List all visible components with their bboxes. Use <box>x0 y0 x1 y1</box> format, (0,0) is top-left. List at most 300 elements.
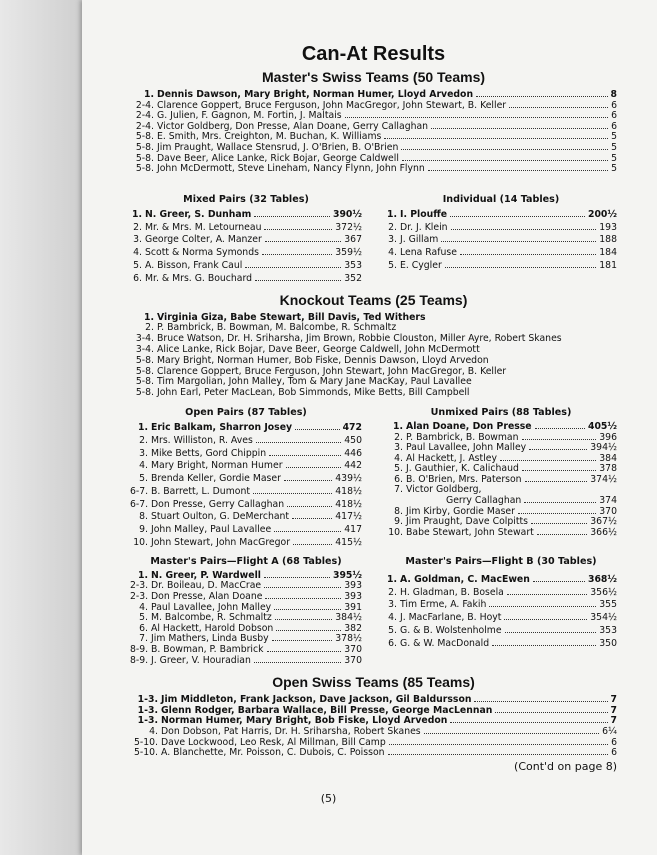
result-place: 8. <box>139 511 148 523</box>
section-heading-open-pairs: Open Pairs (87 Tables) <box>185 406 307 418</box>
result-names: Mike Betts, Gord Chippin <box>151 447 267 459</box>
result-names: Mary Bright, Norman Humer, Bob Fiske, Dennis Dawson, Lloyd Arvedon <box>157 354 489 366</box>
dot-leader <box>401 149 608 150</box>
result-score: 193 <box>599 221 617 233</box>
result-names: Don Dobson, Pat Harris, Dr. H. Sriharsha, Robert Skanes <box>161 726 421 737</box>
result-place: 5-8. <box>135 354 154 366</box>
result-names: Clarence Goppert, Bruce Ferguson, John Stewart, John MacGregor, B. Keller <box>157 365 507 377</box>
result-score: 417 <box>344 524 362 536</box>
result-score: 418½ <box>335 498 362 510</box>
result-names: G. & B. Wolstenholme <box>400 625 502 637</box>
result-names: J. MacFarlane, B. Hoyt <box>400 612 502 624</box>
result-place: 3-4. <box>135 343 154 355</box>
result-names: Paul Lavallee, John Malley <box>406 442 527 454</box>
result-score: 6¼ <box>602 726 617 737</box>
result-score: 472 <box>342 421 362 433</box>
result-names: Eric Balkam, Sharron Josey <box>151 421 293 433</box>
section-heading-knockout: Knockout Teams (25 Teams) <box>279 291 468 308</box>
result-names: J. Gillam <box>400 234 439 246</box>
result-place: 1. <box>137 569 148 581</box>
result-place: 9. <box>394 516 403 528</box>
dot-leader <box>293 544 332 545</box>
dot-leader <box>254 216 330 217</box>
result-names: John McDermott, Steve Lineham, Nancy Flynn, John Flynn <box>157 163 425 175</box>
result-place: 2. <box>133 221 142 233</box>
dot-leader <box>451 229 597 230</box>
result-score: 184 <box>599 247 617 259</box>
result-row <box>130 486 362 499</box>
result-score: 396 <box>599 431 617 443</box>
result-row <box>385 574 617 587</box>
result-row <box>385 234 617 247</box>
result-row <box>130 748 617 759</box>
result-names: Norman Humer, Mary Bright, Bob Fiske, Lloyd Arvedon <box>161 715 448 727</box>
result-names: Jim Kirby, Gordie Maser <box>406 505 515 517</box>
result-names: H. Gladman, B. Bosela <box>400 586 504 598</box>
result-row <box>130 388 617 399</box>
dot-leader <box>265 598 341 599</box>
result-score: 394½ <box>590 442 617 454</box>
result-place: 2-3. <box>130 591 149 603</box>
result-names: Scott & Norma Symonds <box>145 247 259 259</box>
section-heading-unmixed-pairs: Unmixed Pairs (88 Tables) <box>430 406 572 418</box>
result-score: 367 <box>344 234 362 246</box>
result-place: 2-4. <box>135 120 154 132</box>
dot-leader <box>533 581 585 582</box>
result-place: 6-7. <box>130 498 149 510</box>
result-names: N. Greer, S. Dunham <box>145 208 252 220</box>
result-names: Jim Middleton, Frank Jackson, Dave Jackson, Gil Baldursson <box>161 694 472 706</box>
result-place: 1. <box>386 208 397 220</box>
result-place: 4. <box>133 247 142 259</box>
individual-list <box>385 209 617 273</box>
dot-leader <box>265 241 341 242</box>
dot-leader <box>507 594 587 595</box>
result-names: Alan Doane, Don Presse <box>406 420 532 432</box>
dot-leader <box>537 534 587 535</box>
result-names: J. Gauthier, K. Calichaud <box>406 463 519 475</box>
result-place: 6. <box>388 637 397 649</box>
result-names: Lena Rafuse <box>400 247 457 259</box>
section-heading-open-swiss: Open Swiss Teams (85 Teams) <box>272 674 475 691</box>
dot-leader <box>264 577 330 578</box>
dot-leader <box>245 267 341 268</box>
result-row <box>130 260 362 273</box>
result-score: 7 <box>610 694 617 706</box>
result-row <box>130 222 362 235</box>
result-score: 359½ <box>335 247 362 259</box>
result-names: G. & W. MacDonald <box>400 637 490 649</box>
dot-leader <box>255 280 341 281</box>
result-names: N. Greer, P. Wardwell <box>151 569 261 581</box>
result-score: 350 <box>599 637 617 649</box>
result-score: 439½ <box>335 473 362 485</box>
dot-leader <box>274 531 341 532</box>
result-place: 4. <box>139 460 148 472</box>
result-score: 382 <box>344 622 362 634</box>
result-place: 5. <box>394 463 403 475</box>
result-row <box>130 247 362 260</box>
result-row <box>130 209 362 222</box>
result-row <box>130 524 362 537</box>
result-names: Mrs. Williston, R. Aves <box>151 434 253 446</box>
result-names: Glenn Rodger, Barbara Wallace, Bill Presse, George MacLennan <box>161 704 493 716</box>
result-score: 446 <box>344 447 362 459</box>
result-place: 1. <box>137 421 148 433</box>
flight-columns <box>130 556 617 666</box>
result-place: 9. <box>139 524 148 536</box>
page-number: (5) <box>320 792 337 805</box>
result-place: 1. <box>143 89 154 100</box>
result-score: 200½ <box>587 208 617 220</box>
result-score: 353 <box>599 625 617 637</box>
result-names: Brenda Keller, Gordie Maser <box>151 473 281 485</box>
result-row <box>385 260 617 273</box>
result-names: G. Julien, F. Gagnon, M. Fortin, J. Maltais <box>157 110 342 122</box>
result-names: Don Presse, Gerry Callaghan <box>151 498 285 510</box>
result-row <box>385 247 617 260</box>
mixed-individual-columns <box>130 180 617 286</box>
result-names: Virginia Giza, Babe Stewart, Bill Davis, Ted Withers <box>157 311 426 323</box>
result-names: John Stewart, John MacGregor <box>151 537 291 549</box>
result-score: 374 <box>599 495 617 507</box>
result-score: 378 <box>599 463 617 475</box>
dot-leader <box>264 587 341 588</box>
result-place: 7. <box>139 633 148 645</box>
section-heading-mixed-pairs: Mixed Pairs (32 Tables) <box>183 193 309 205</box>
result-row <box>385 638 617 651</box>
result-row <box>130 499 362 512</box>
result-place: 1-3. <box>137 715 158 727</box>
dot-leader <box>431 128 608 129</box>
result-names: Stuart Oulton, G. DeMerchant <box>151 511 290 523</box>
result-place: 4. <box>394 452 403 464</box>
result-names: Dave Beer, Alice Lanke, Rick Bojar, George Caldwell <box>157 152 399 164</box>
result-place: 8-9. <box>130 644 149 656</box>
result-place: 3. <box>139 447 148 459</box>
result-place: 1. <box>143 311 154 323</box>
result-names: Alice Lanke, Rick Bojar, Dave Beer, George Caldwell, John McDermott <box>157 343 480 355</box>
result-names: Victor Goldberg, Don Presse, Alan Doane, Gerry Callaghan <box>157 120 429 132</box>
result-place: 4. <box>139 601 148 613</box>
result-place: 2. <box>145 322 154 334</box>
result-score: 6 <box>611 120 617 132</box>
result-names: John Earl, Peter MacLean, Bob Simmonds, Mike Betts, Bill Campbell <box>157 387 470 399</box>
result-names: Dennis Dawson, Mary Bright, Norman Humer, Lloyd Arvedon <box>157 89 474 100</box>
result-row <box>385 587 617 600</box>
dot-leader <box>295 429 340 430</box>
result-row <box>130 656 362 667</box>
result-score: 390½ <box>332 208 362 220</box>
result-place: 1. <box>131 208 142 220</box>
dot-leader <box>495 712 607 713</box>
flight-a-list <box>130 571 362 666</box>
dot-leader <box>489 606 596 607</box>
result-score: 5 <box>611 152 617 164</box>
result-names: B. O'Brien, Mrs. Paterson <box>406 473 522 485</box>
result-row <box>130 435 362 448</box>
dot-leader <box>531 523 587 524</box>
result-row <box>385 599 617 612</box>
result-names: John Malley, Paul Lavallee <box>151 524 272 536</box>
result-row <box>130 90 617 101</box>
section-heading-individual: Individual (14 Tables) <box>442 193 560 205</box>
result-place: 4. <box>388 612 397 624</box>
result-names: B. Barrett, L. Dumont <box>151 485 250 497</box>
knockout-list <box>130 313 617 399</box>
dot-leader <box>254 662 341 663</box>
result-score: 188 <box>599 234 617 246</box>
dot-leader <box>256 442 341 443</box>
result-names: E. Cygler <box>400 259 442 271</box>
result-names: Jim Praught, Wallace Stensrud, J. O'Brien, B. O'Brien <box>157 141 399 153</box>
dot-leader <box>476 96 607 97</box>
result-names: A. Bisson, Frank Caul <box>145 259 243 271</box>
result-row <box>130 727 617 738</box>
dot-leader <box>525 481 588 482</box>
result-score: 418½ <box>335 485 362 497</box>
result-names: Mr. & Mrs. G. Bouchard <box>145 272 253 284</box>
dot-leader <box>389 744 608 745</box>
result-score: 393 <box>344 580 362 592</box>
result-names: George Colter, A. Manzer <box>145 234 262 246</box>
result-names: Victor Goldberg, <box>406 484 482 496</box>
dot-leader <box>272 640 333 641</box>
result-row <box>130 234 362 247</box>
dot-leader <box>264 229 332 230</box>
result-score: 370 <box>599 505 617 517</box>
result-score: 7 <box>610 715 617 727</box>
dot-leader <box>267 651 342 652</box>
result-score: 8 <box>610 89 617 100</box>
result-names: Clarence Goppert, Bruce Ferguson, John MacGregor, John Stewart, B. Keller <box>157 99 507 111</box>
dot-leader <box>428 170 608 171</box>
result-score: 354½ <box>590 612 617 624</box>
result-place: 5. <box>133 259 142 271</box>
section-heading-flight-a: Master's Pairs—Flight A (68 Tables) <box>150 555 342 567</box>
result-place: 5. <box>388 625 397 637</box>
result-place: 4. <box>388 247 397 259</box>
result-names: I. Plouffe <box>400 208 448 220</box>
result-row <box>385 625 617 638</box>
result-score: 393 <box>344 591 362 603</box>
dot-leader <box>388 754 609 755</box>
result-place: 4. <box>149 726 158 737</box>
result-place: 3. <box>133 234 142 246</box>
result-row <box>130 422 362 435</box>
result-names: Jim Mathers, Linda Busby <box>151 633 269 645</box>
result-row <box>130 164 617 175</box>
result-place: 5-8. <box>135 376 154 388</box>
result-score: 374½ <box>590 473 617 485</box>
result-place: 5-8. <box>135 387 154 399</box>
result-names: Al Hackett, Harold Dobson <box>151 622 274 634</box>
result-score: 372½ <box>335 221 362 233</box>
dot-leader <box>518 513 596 514</box>
result-row <box>385 422 617 433</box>
result-place: 5-8. <box>135 365 154 377</box>
result-names: E. Smith, Mrs. Creighton, M. Buchan, K. Williams <box>157 131 382 143</box>
result-score: 5 <box>611 141 617 153</box>
dot-leader <box>450 216 585 217</box>
result-place: 3. <box>394 442 403 454</box>
result-place: 7. <box>394 484 403 496</box>
open-unmixed-columns <box>130 407 617 550</box>
result-place: 5-10. <box>133 747 158 759</box>
result-score: 450 <box>344 434 362 446</box>
result-place: 2-3. <box>130 580 149 592</box>
dot-leader <box>529 449 587 450</box>
result-row <box>130 143 617 154</box>
result-place: 5. <box>139 612 148 624</box>
result-place: 8. <box>394 505 403 517</box>
result-place: 3-4. <box>135 333 154 345</box>
result-score: 366½ <box>590 526 617 538</box>
flight-b-list <box>385 571 617 651</box>
dot-leader <box>522 470 596 471</box>
dot-leader <box>524 502 596 503</box>
result-names: Al Hackett, J. Astley <box>406 452 497 464</box>
result-place: 6-7. <box>130 485 149 497</box>
result-row <box>385 528 617 539</box>
result-place: 5-8. <box>135 163 154 175</box>
dot-leader <box>441 241 596 242</box>
result-place: 2. <box>139 434 148 446</box>
dot-leader <box>384 138 608 139</box>
result-score: 391 <box>344 601 362 613</box>
result-place: 1. <box>386 573 397 585</box>
result-names: Dr. Boileau, D. MacCrae <box>151 580 262 592</box>
dot-leader <box>450 722 607 723</box>
result-score: 6 <box>611 110 617 122</box>
result-score: 384½ <box>335 612 362 624</box>
result-place: 10. <box>388 526 403 538</box>
dot-leader <box>253 493 332 494</box>
result-names: Tim Erme, A. Fakih <box>400 599 487 611</box>
result-place: 2. <box>388 221 397 233</box>
result-names: P. Bambrick, B. Bowman, M. Balcombe, R. Schmaltz <box>157 322 397 334</box>
section-heading-masters-swiss: Master's Swiss Teams (50 Teams) <box>261 69 486 85</box>
page-gutter <box>0 0 82 855</box>
dot-leader <box>402 160 608 161</box>
result-row <box>130 537 362 550</box>
mixed-pairs-list <box>130 209 362 286</box>
result-row <box>130 460 362 473</box>
dot-leader <box>262 254 332 255</box>
result-row <box>130 511 362 524</box>
result-place: 5-8. <box>135 141 154 153</box>
result-place: 2. <box>394 431 403 443</box>
result-place: 8-9. <box>130 654 149 666</box>
result-names: Dr. J. Klein <box>400 221 448 233</box>
result-score: 395½ <box>332 569 362 581</box>
result-place: 5. <box>139 473 148 485</box>
result-score: 370 <box>344 644 362 656</box>
section-heading-flight-b: Master's Pairs—Flight B (30 Tables) <box>405 555 597 567</box>
result-place: 5-8. <box>135 131 154 143</box>
dot-leader <box>492 645 596 646</box>
result-row <box>385 222 617 235</box>
continued-note: (Cont'd on page 8) <box>514 759 617 773</box>
dot-leader <box>287 506 332 507</box>
result-row <box>130 356 617 367</box>
result-score: 367½ <box>590 516 617 528</box>
result-score: 384 <box>599 452 617 464</box>
unmixed-pairs-list <box>385 422 617 539</box>
result-place: 1-3. <box>137 704 158 716</box>
open-pairs-list <box>130 422 362 550</box>
result-place: 3. <box>388 234 397 246</box>
result-place: 1-3. <box>137 694 158 706</box>
dot-leader <box>345 117 608 118</box>
result-score: 353 <box>344 259 362 271</box>
dot-leader <box>292 518 332 519</box>
result-names: Don Presse, Alan Doane <box>151 591 263 603</box>
dot-leader <box>474 701 607 702</box>
result-score: 356½ <box>590 586 617 598</box>
result-place: 2-4. <box>135 99 154 111</box>
result-row <box>130 448 362 461</box>
result-row <box>385 209 617 222</box>
dot-leader <box>424 733 599 734</box>
result-names: J. Greer, V. Houradian <box>151 654 251 666</box>
result-names: Dave Lockwood, Leo Resk, Al Millman, Bill Camp <box>161 736 386 748</box>
result-row <box>385 612 617 625</box>
dot-leader <box>535 428 585 429</box>
result-names: A. Blanchette, Mr. Poisson, C. Dubois, C. Poisson <box>161 747 385 759</box>
result-score: 442 <box>344 460 362 472</box>
result-place: 10. <box>133 537 148 549</box>
dot-leader <box>284 480 332 481</box>
result-names: A. Goldman, C. MacEwen <box>400 573 530 585</box>
result-names: Babe Stewart, John Stewart <box>406 526 534 538</box>
dot-leader <box>500 460 596 461</box>
result-names: Bruce Watson, Dr. H. Sriharsha, Jim Brown, Robbie Clouston, Miller Ayre, Robert Skanes <box>157 333 562 345</box>
result-place: 6. <box>139 622 148 634</box>
result-score: 368½ <box>587 573 617 585</box>
result-score: 181 <box>599 259 617 271</box>
result-score: 417½ <box>335 511 362 523</box>
results-content <box>130 42 617 772</box>
result-place: 2. <box>388 586 397 598</box>
open-swiss-list <box>130 695 617 759</box>
result-names: Gerry Callaghan <box>446 495 522 507</box>
result-names: Mr. & Mrs. M. Letourneau <box>145 221 262 233</box>
result-place: 5-10. <box>133 736 158 748</box>
result-score: 378½ <box>335 633 362 645</box>
dot-leader <box>522 439 597 440</box>
result-score: 6 <box>611 747 617 759</box>
result-score: 370 <box>344 654 362 666</box>
result-row <box>130 273 362 286</box>
masters-swiss-list <box>130 90 617 175</box>
result-place: 6. <box>394 473 403 485</box>
dot-leader <box>276 630 341 631</box>
result-place: 5-8. <box>135 152 154 164</box>
result-names: M. Balcombe, R. Schmaltz <box>151 612 272 624</box>
dot-leader <box>274 609 341 610</box>
result-score: 5 <box>611 131 617 143</box>
dot-leader <box>505 632 597 633</box>
result-score: 6 <box>611 736 617 748</box>
result-place: 6. <box>133 272 142 284</box>
result-names: B. Bowman, P. Bambrick <box>151 644 264 656</box>
result-place: 3. <box>388 599 397 611</box>
result-score: 7 <box>610 704 617 716</box>
dot-leader <box>269 455 341 456</box>
result-row <box>130 473 362 486</box>
dot-leader <box>445 267 596 268</box>
